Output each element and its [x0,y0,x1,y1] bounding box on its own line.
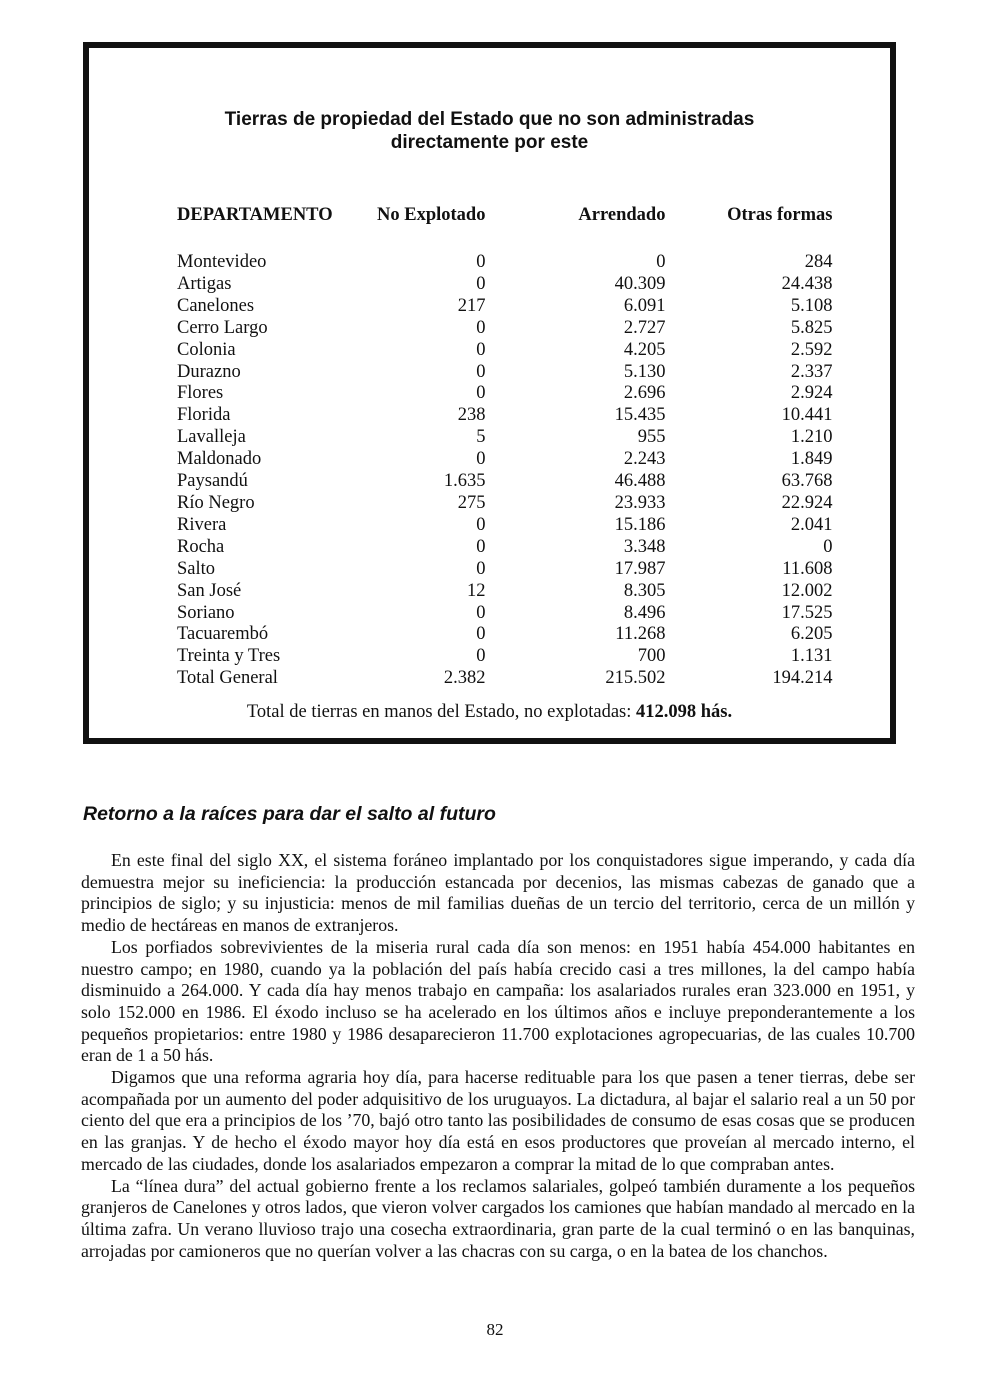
paragraph: En este final del siglo XX, el sistema foráneo implantado por los conquistadores sigue imperando, y cada día demuestra mejor su ineficiencia: la producción estancada por decenios, las mismas cabezas de ganado que a principios de siglo; y su injusticia: menos de mil familias dueñas de un tercio del territorio, cerca de un millón y medio de hectáreas en manos de extranjeros. [81,850,915,936]
otras-formas-cell: 12.002 [781,580,833,601]
arrendado-cell: 8.496 [623,602,666,623]
departamento-cell: Lavalleja [177,427,246,448]
table-row [177,274,832,296]
no-explotado-cell: 12 [466,580,486,601]
table-title [89,108,890,154]
otras-formas-cell: 6.205 [790,624,833,645]
table-header-row [177,198,832,232]
otras-formas-cell: 10.441 [781,405,833,426]
table-row [177,449,832,471]
no-explotado-cell: 217 [457,295,486,316]
no-explotado-cell: 0 [476,383,486,404]
arrendado-cell: 0 [656,252,666,272]
table-row [177,427,832,449]
table-row [177,318,832,340]
arrendado-cell: 215.502 [605,668,666,689]
departamento-cell: Cerro Largo [177,317,268,338]
departamento-cell: Maldonado [177,449,262,470]
departamento-cell: Artigas [177,273,232,294]
total-label: Total de tierras en manos del Estado, no explotadas: [246,702,637,722]
no-explotado-cell: 0 [476,558,486,579]
table-title-line-1: Tierras de propiedad del Estado que no son administradas [224,109,755,130]
departamento-cell: Canelones [177,295,255,316]
article-body [81,850,915,1262]
no-explotado-cell: 0 [476,646,486,667]
no-explotado-cell: 275 [457,492,486,513]
table-row [177,340,832,362]
arrendado-cell: 15.435 [614,405,666,426]
table-row [177,493,832,515]
page-number: 82 [486,1320,504,1339]
arrendado-cell: 2.243 [623,449,666,470]
table-box [83,42,896,744]
arrendado-cell: 6.091 [623,295,666,316]
column-header-departamento: DEPARTAMENTO [177,205,333,225]
no-explotado-cell: 0 [476,361,486,382]
arrendado-cell: 955 [637,427,666,448]
otras-formas-cell: 0 [823,536,833,557]
otras-formas-cell: 22.924 [781,492,833,513]
section-heading: Retorno a la raíces para dar el salto al futuro [83,803,496,825]
otras-formas-cell: 24.438 [781,273,833,294]
arrendado-cell: 11.268 [615,624,666,645]
departamento-cell: Paysandú [177,471,248,492]
arrendado-cell: 40.309 [614,273,666,294]
departamento-cell: Treinta y Tres [177,646,281,667]
otras-formas-cell: 194.214 [772,668,833,689]
arrendado-cell: 46.488 [614,471,666,492]
no-explotado-cell: 0 [476,602,486,623]
table-row [177,581,832,603]
state-lands-table [177,198,832,690]
table-row [177,603,832,625]
departamento-cell: San José [177,580,242,601]
table-row [177,252,832,274]
arrendado-cell: 5.130 [623,361,666,382]
otras-formas-cell: 2.592 [790,339,833,360]
otras-formas-cell: 1.210 [790,427,833,448]
arrendado-cell: 3.348 [623,536,666,557]
arrendado-cell: 15.186 [614,514,666,535]
otras-formas-cell: 2.041 [790,514,833,535]
table-row [177,296,832,318]
departamento-cell: Durazno [177,361,241,382]
departamento-cell: Rivera [177,514,227,535]
table-row [177,405,832,427]
column-header-arrendado: Arrendado [578,205,666,225]
no-explotado-cell: 0 [476,317,486,338]
departamento-cell: Colonia [177,339,236,360]
departamento-cell: Soriano [177,602,235,623]
departamento-cell: Tacuarembó [177,624,269,645]
departamento-cell: Montevideo [177,252,267,272]
total-value: 412.098 hás. [636,702,733,722]
no-explotado-cell: 238 [457,405,486,426]
table-row [177,537,832,559]
otras-formas-cell: 1.849 [790,449,833,470]
no-explotado-cell: 0 [476,339,486,360]
otras-formas-cell: 2.337 [790,361,833,382]
no-explotado-cell: 0 [476,449,486,470]
departamento-cell: Florida [177,405,231,426]
table-row [177,362,832,384]
departamento-cell: Total General [177,668,278,689]
paragraph: Los porfiados sobrevivientes de la miseria rural cada día son menos: en 1951 había 454.000 habitantes en nuestro campo; en 1980, cuando ya la población del país había crecido casi a tres millones, la del campo había disminuido a 264.000. Y cada día hay menos trabajo en campaña: los asalariados rurales eran 323.000 en 1951, y solo 152.000 en 1986. El éxodo incluso se ha acelerado en los últimos años e incluye preponderantemente a los pequeños propietarios: entre 1980 y 1986 desaparecieron 11.700 explotaciones agropecuarias, de las cuales 10.700 eran de 1 a 50 hás. [81,936,915,1066]
no-explotado-cell: 0 [476,273,486,294]
column-header-otras-formas: Otras formas [727,205,833,225]
otras-formas-cell: 2.924 [790,383,833,404]
no-explotado-cell: 0 [476,536,486,557]
no-explotado-cell: 2.382 [443,668,486,689]
table-body [177,252,832,690]
paragraph: La “línea dura” del actual gobierno frente a los reclamos salariales, golpeó también duramente a los pequeños granjeros de Canelones y otros lados, que vieron volver cargados los camiones que habían mandado al mercado en la última zafra. Un verano lluvioso trajo una cosecha extraordinaria, gran parte de la cual terminó o en las banquinas, arrojadas por camioneros que no querían volver a las chacras con su carga, o en la batea de los chanchos. [81,1175,915,1261]
table-row [177,515,832,537]
otras-formas-cell: 5.825 [790,317,833,338]
arrendado-cell: 8.305 [623,580,666,601]
otras-formas-cell: 1.131 [790,646,833,667]
table-row [177,471,832,493]
departamento-cell: Salto [177,558,216,579]
arrendado-cell: 700 [637,646,666,667]
otras-formas-cell: 63.768 [781,471,833,492]
departamento-cell: Flores [177,383,224,404]
no-explotado-cell: 0 [476,624,486,645]
departamento-cell: Río Negro [177,492,255,513]
table-row [177,383,832,405]
no-explotado-cell: 0 [476,252,486,272]
state-lands-total [89,702,890,723]
arrendado-cell: 2.727 [623,317,666,338]
otras-formas-cell: 284 [804,252,833,272]
arrendado-cell: 23.933 [614,492,666,513]
arrendado-cell: 4.205 [623,339,666,360]
departamento-cell: Rocha [177,536,225,557]
no-explotado-cell: 1.635 [443,471,486,492]
no-explotado-cell: 0 [476,514,486,535]
table-row [177,646,832,668]
otras-formas-cell: 5.108 [790,295,833,316]
column-header-no-explotado: No Explotado [377,205,486,225]
arrendado-cell: 17.987 [614,558,666,579]
arrendado-cell: 2.696 [623,383,666,404]
otras-formas-cell: 11.608 [782,558,833,579]
table-title-line-2: directamente por este [390,132,589,153]
otras-formas-cell: 17.525 [781,602,833,623]
table-row [177,559,832,581]
paragraph: Digamos que una reforma agraria hoy día, para hacerse redituable para los que pasen a tener tierras, debe ser acompañada por un aumento del poder adquisitivo de los uruguayos. La dictadura, al bajar el salario real a un 50 por ciento del que era a principios de los ’70, bajó otro tanto las posibilidades de consumo de esas cosas que se producen en las granjas. Y de hecho el éxodo mayor hoy día está en esos productores que proveían al mercado interno, el mercado de las ciudades, donde los asalariados empezaron a comprar la mitad de lo que compraban antes. [81,1067,915,1174]
no-explotado-cell: 5 [476,427,486,448]
table-row [177,624,832,646]
table-row [177,668,832,690]
